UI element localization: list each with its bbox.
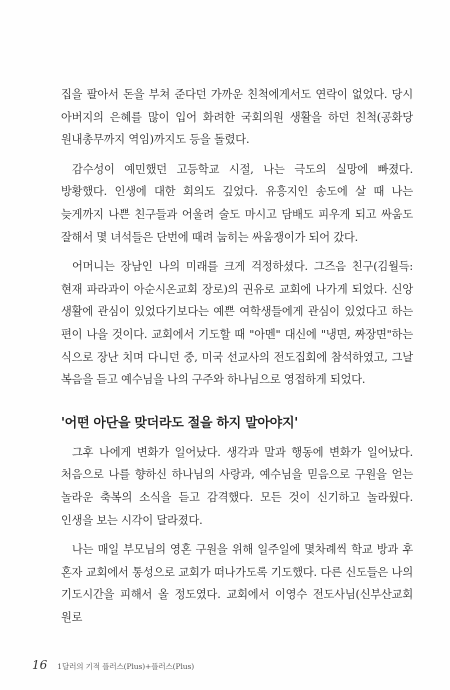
body-paragraph: 감수성이 예민했던 고등학교 시절, 나는 극도의 실망에 빠졌다. 방황했다. 인생에 대한 회의도 깊었다. 유흥지인 송도에 살 때 나는 늦게까지 나쁜 친구들과 어울려 술도 마시고 담배도 피우게 되고 싸움도 잘해서 몇 녀석들은 단번에 때려 눕히는 싸움쟁이가 되어 갔다. [61,162,413,244]
page-footer [32,658,194,672]
page-body [61,84,413,636]
body-paragraph: 집을 팔아서 돈을 부쳐 준다던 가까운 친척에게서도 연락이 없었다. 당시 아버지의 은혜를 많이 입어 화려한 국회의원 생활을 하던 친척(공화당 원내총무까지 역임)까지도 등을 돌렸다. [61,88,413,147]
page-number: 16 [32,658,48,672]
section-heading: '어떤 아단을 맞더라도 절을 하지 말아야지' [61,415,298,431]
body-paragraph: 어머니는 장남인 나의 미래를 크게 걱정하셨다. 그즈음 친구(김월득:현재 파라과이 아순시온교회 장로)의 권유로 교회에 나가게 되었다. 신앙 생활에 관심이 있었다기보다는 예쁜 여학생들에게 관심이 있었다고 하는 편이 나을 것이다. 교회에서 기도할 때 "아멘" 대신에 "냉면, 짜장면"하는 식으로 장난 치며 다니던 중, 미국 선교사의 전도집회에 참석하였고, 그날 복음을 듣고 예수님을 나의 구주와 하나님으로 영접하게 되었다. [61,260,413,387]
running-title: 1달러의 기적 플러스(Plus)+플러스(Plus) [57,662,195,671]
body-paragraph: 나는 매일 부모님의 영혼 구원을 위해 일주일에 몇차례씩 학교 방과 후 혼자 교회에서 통성으로 교회가 떠나가도록 기도했다. 다른 신도들은 나의 기도시간을 피해서 올 정도였다. 교회에서 이영수 전도사님(신부산교회 원로 [61,543,413,624]
body-paragraph: 그후 나에게 변화가 일어났다. 생각과 말과 행동에 변화가 일어났다. 처음으로 나를 향하신 하나님의 사랑과, 예수님을 믿음으로 구원을 얻는 놀라운 축복의 소식을 듣고 감격했다. 모든 것이 신기하고 놀라웠다. 인생을 보는 시각이 달라졌다. [61,445,413,527]
